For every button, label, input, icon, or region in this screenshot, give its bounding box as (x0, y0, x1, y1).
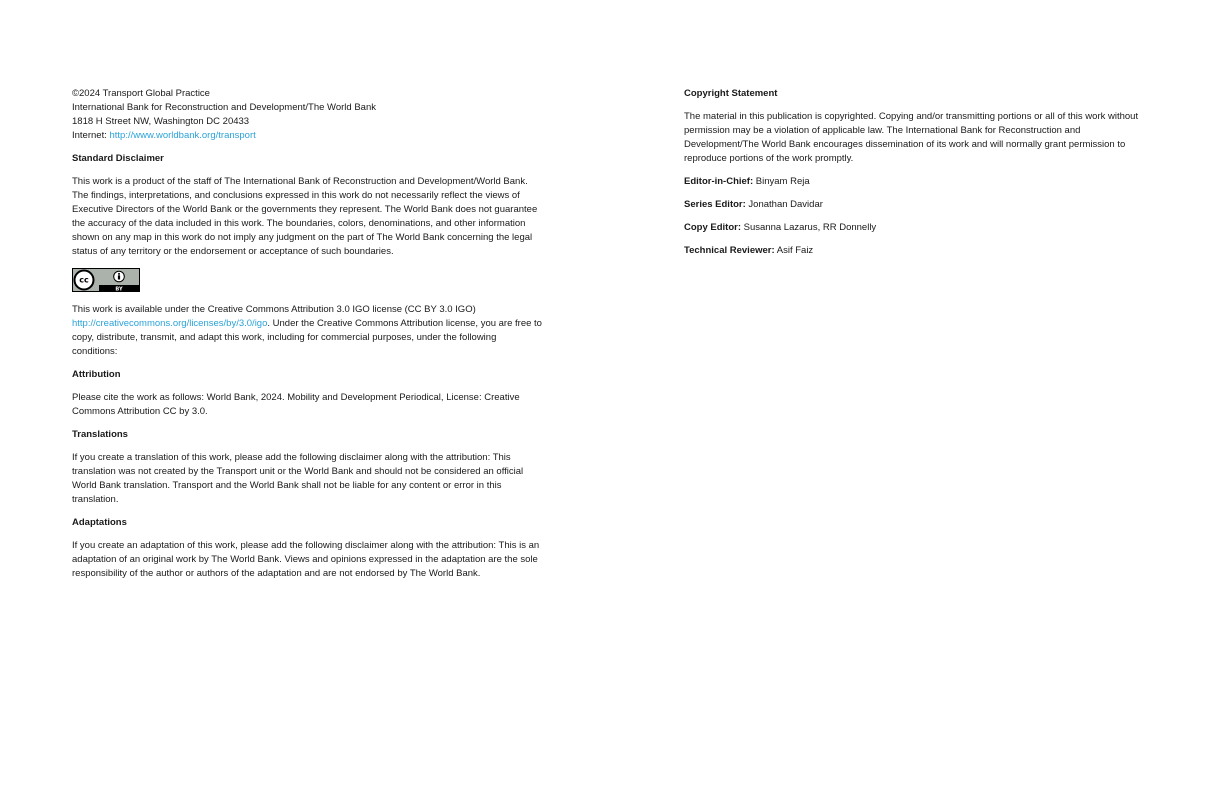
credit-label: Editor-in-Chief: (684, 176, 754, 187)
translations-heading: Translations (72, 429, 128, 440)
credit-value: Susanna Lazarus, RR Donnelly (741, 222, 877, 233)
license-link[interactable]: http://creativecommons.org/licenses/by/3.0/igo (72, 318, 268, 329)
credit-copy-editor (684, 221, 1139, 235)
attribution-body: Please cite the work as follows: World Bank, 2024. Mobility and Development Periodical, License: Creative Commons Attribution CC by 3.0. (72, 392, 520, 417)
disclaimer-body: This work is a product of the staff of The International Bank of Reconstruction and Development/World Bank. The findings, interpretations, and conclusions expressed in this work do not necessarily reflect the views of Executive Directors of the World Bank or the governments they represent. The World Bank does not guarantee the accuracy of the data included in this work. The boundaries, colors, denominations, and other information shown on any map in this work do not imply any judgment on the part of The World Bank concerning the legal status of any territory or the endorsement or acceptance of such boundaries. (72, 176, 538, 257)
attribution-heading: Attribution (72, 369, 121, 380)
credit-technical-reviewer (684, 244, 1139, 258)
address: 1818 H Street NW, Washington DC 20433 (72, 116, 250, 127)
credit-label: Copy Editor: (684, 222, 741, 233)
credit-value: Jonathan Davidar (745, 199, 823, 210)
credit-editor-in-chief (684, 175, 1139, 189)
translations-body: If you create a translation of this work, please add the following disclaimer along with the attribution: This translation was not created by the Transport unit or the World Bank and should not be considered an official World Bank translation. Transport and the World Bank shall not be liable for any content or error in this translation. (72, 452, 524, 505)
creative-commons-by-badge (72, 268, 140, 292)
copyright-statement-heading: Copyright Statement (684, 88, 778, 99)
license-intro: This work is available under the Creative Commons Attribution 3.0 IGO license (CC BY 3.0 IGO) (72, 304, 476, 315)
disclaimer-heading: Standard Disclaimer (72, 153, 164, 164)
right-column (684, 87, 1139, 267)
adaptations-body: If you create an adaptation of this work, please add the following disclaimer along with the attribution: This is an adaptation of an original work by The World Bank. Views and opinions expressed in the adaptation are the sole responsibility of the author or authors of the adaptation and are not endorsed by The World Bank. (72, 540, 540, 579)
by-mark: BY (115, 286, 123, 292)
license-text (72, 303, 542, 359)
credit-value: Asif Faiz (774, 245, 814, 256)
cc-mark: cc (79, 275, 89, 285)
credit-series-editor (684, 198, 1139, 212)
left-column (72, 87, 542, 590)
credit-label: Series Editor: (684, 199, 746, 210)
worldbank-transport-link[interactable]: http://www.worldbank.org/transport (109, 130, 256, 141)
internet-line (72, 129, 542, 143)
organization-name: International Bank for Reconstruction and Development/The World Bank (72, 102, 376, 113)
license-outro: . Under the Creative Commons Attribution license, you are free to copy, distribute, transmit, and adapt this work, including for commercial purposes, under the following conditions: (72, 318, 542, 357)
internet-label: Internet: (72, 130, 110, 141)
credit-label: Technical Reviewer: (684, 245, 775, 256)
credit-value: Binyam Reja (753, 176, 810, 187)
copyright-statement-body: The material in this publication is copyrighted. Copying and/or transmitting portions or all of this work without permission may be a violation of applicable law. The International Bank for Reconstruction and Development/The World Bank encourages dissemination of its work and will normally grant permission to reproduce portions of the work promptly. (684, 111, 1139, 164)
publisher-info (72, 87, 542, 143)
copyright-line: ©2024 Transport Global Practice (72, 88, 210, 99)
adaptations-heading: Adaptations (72, 517, 127, 528)
